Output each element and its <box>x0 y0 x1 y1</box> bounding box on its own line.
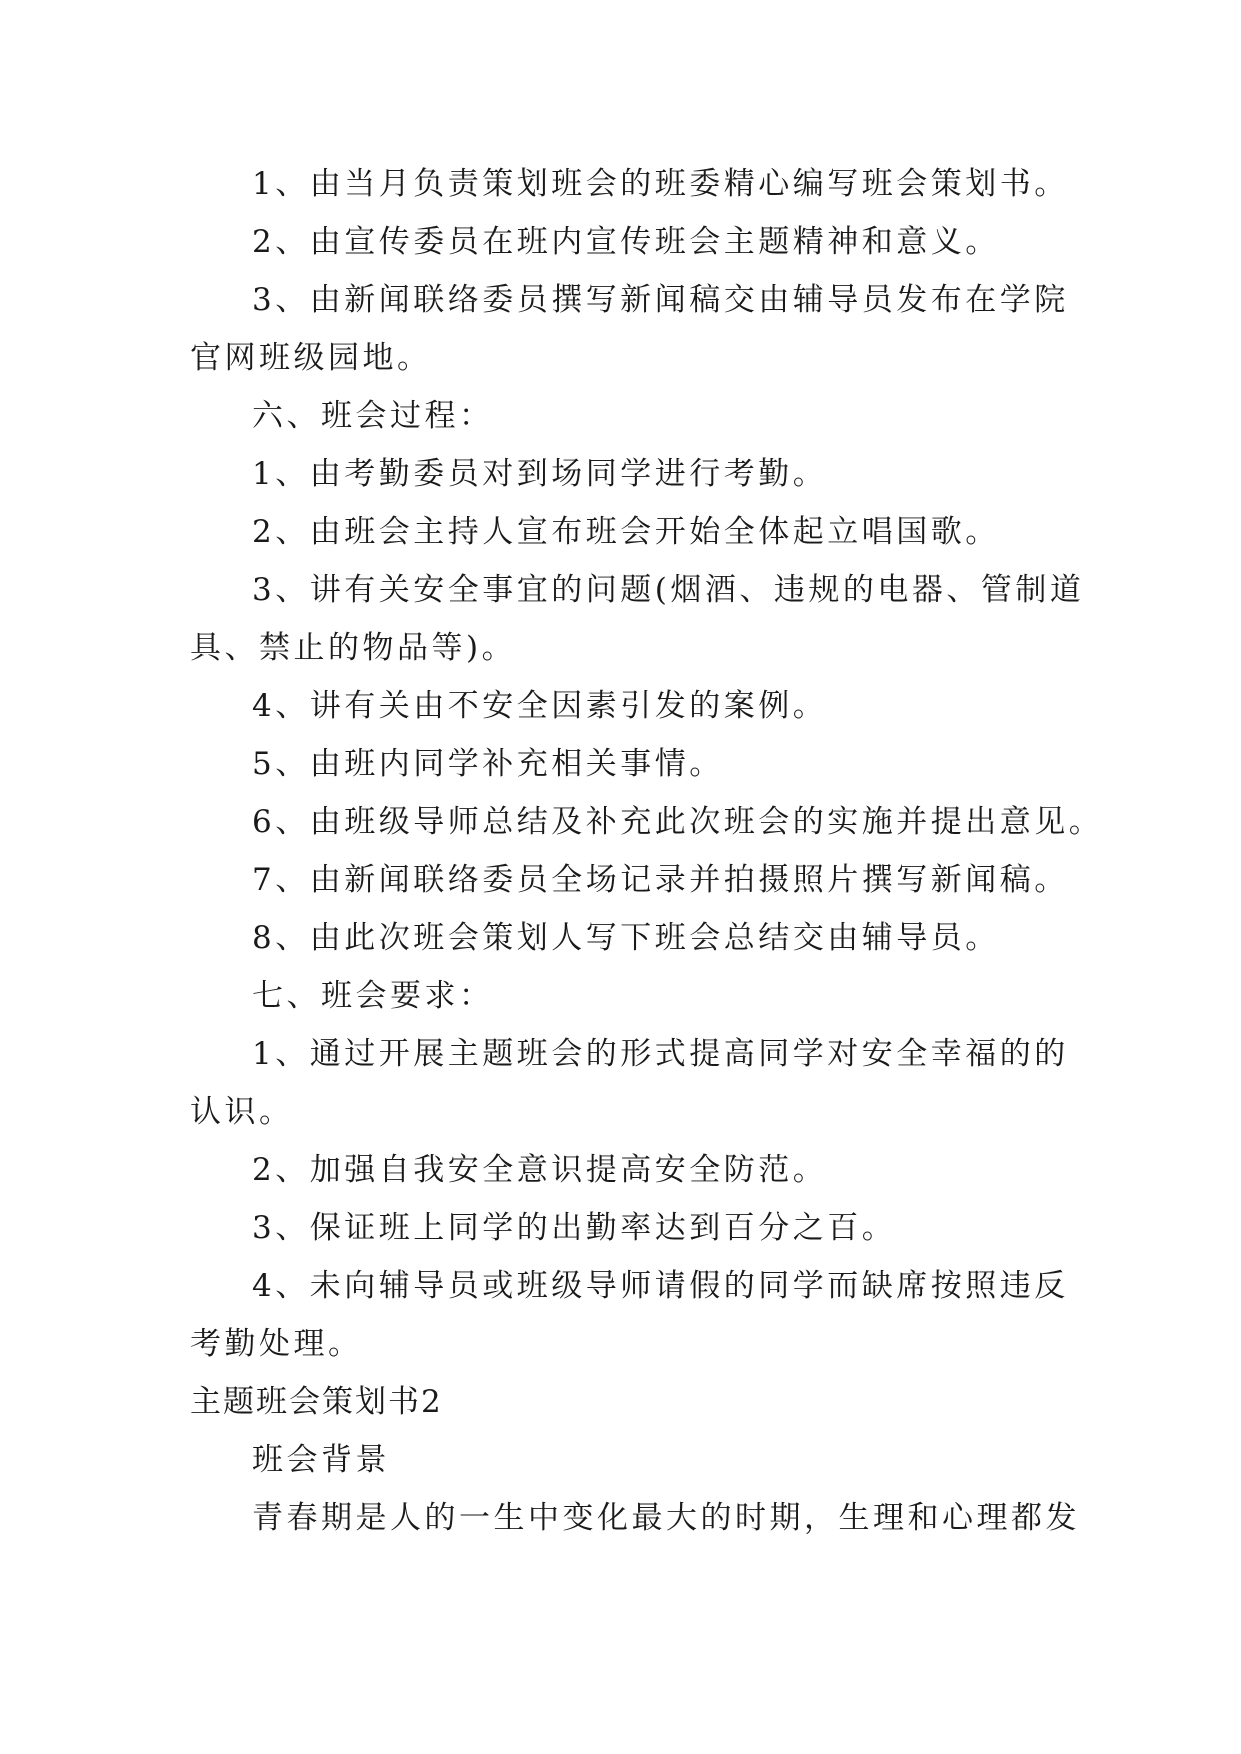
paragraph-line: 5、由班内同学补充相关事情。 <box>252 746 724 782</box>
section-heading: 六、班会过程： <box>252 398 494 434</box>
paragraph-line: 3、保证班上同学的出勤率达到百分之百。 <box>252 1210 897 1246</box>
paragraph-line: 2、加强自我安全意识提高安全防范。 <box>252 1152 828 1188</box>
paragraph-line: 青春期是人的一生中变化最大的时期，生理和心理都发 <box>252 1500 1080 1536</box>
paragraph-line: 3、讲有关安全事宜的问题(烟酒、违规的电器、管制道 <box>252 572 1085 608</box>
paragraph-line: 3、由新闻联络委员撰写新闻稿交由辅导员发布在学院 <box>252 282 1069 318</box>
document-title: 主题班会策划书2 <box>190 1384 443 1420</box>
paragraph-line: 官网班级园地。 <box>190 340 432 376</box>
paragraph-line: 2、由班会主持人宣布班会开始全体起立唱国歌。 <box>252 514 1000 550</box>
paragraph-line: 1、由当月负责策划班会的班委精心编写班会策划书。 <box>252 166 1069 202</box>
paragraph-line: 认识。 <box>190 1094 294 1130</box>
paragraph-line: 6、由班级导师总结及补充此次班会的实施并提出意见。 <box>252 804 1104 840</box>
paragraph-line: 1、由考勤委员对到场同学进行考勤。 <box>252 456 828 492</box>
paragraph-line: 2、由宣传委员在班内宣传班会主题精神和意义。 <box>252 224 1000 260</box>
section-heading: 七、班会要求： <box>252 978 494 1014</box>
paragraph-line: 具、禁止的物品等)。 <box>190 630 517 666</box>
paragraph-line: 1、通过开展主题班会的形式提高同学对安全幸福的的 <box>252 1036 1069 1072</box>
paragraph-line: 考勤处理。 <box>190 1326 363 1362</box>
paragraph-line: 4、讲有关由不安全因素引发的案例。 <box>252 688 828 724</box>
paragraph-line: 4、未向辅导员或班级导师请假的同学而缺席按照违反 <box>252 1268 1069 1304</box>
paragraph-line: 8、由此次班会策划人写下班会总结交由辅导员。 <box>252 920 1000 956</box>
paragraph-line: 7、由新闻联络委员全场记录并拍摄照片撰写新闻稿。 <box>252 862 1069 898</box>
section-heading: 班会背景 <box>252 1442 390 1478</box>
